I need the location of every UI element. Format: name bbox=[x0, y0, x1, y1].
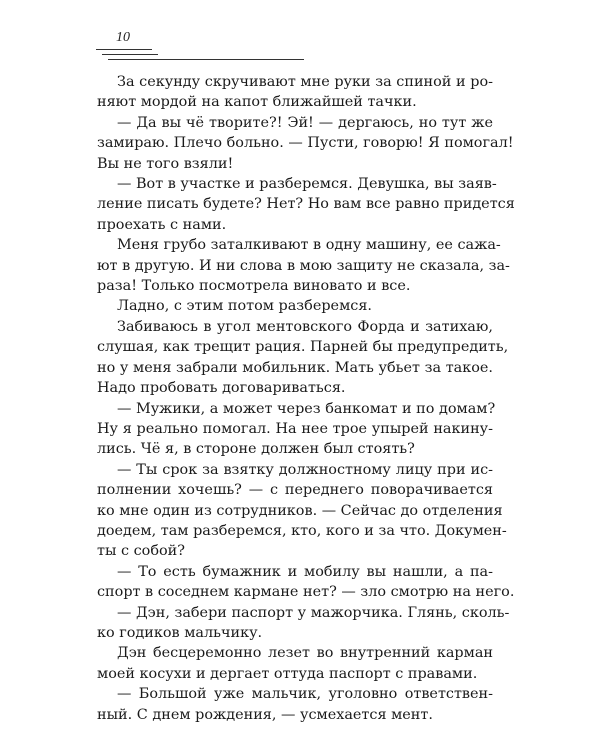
text-line: лись. Чё я, в стороне должен был стоять? bbox=[97, 441, 415, 458]
header-rule-short-2 bbox=[102, 54, 158, 55]
text-line: доедем, там разберемся, кто, кого и за что. Докумен- bbox=[97, 522, 507, 539]
body-text bbox=[97, 72, 515, 725]
text-line: — Вот в участке и разберемся. Девушка, вы заяв- bbox=[117, 176, 497, 193]
text-line: проехать с нами. bbox=[97, 216, 227, 233]
text-line: Ладно, с этим потом разберемся. bbox=[117, 298, 372, 315]
text-line: — Да вы чё творите?! Эй! — дергаюсь, но тут же bbox=[117, 114, 493, 131]
text-line: замираю. Плечо больно. — Пусти, говорю! Я помогал! bbox=[97, 135, 514, 152]
text-line: Забиваюсь в угол ментовского Форда и затихаю, bbox=[117, 318, 493, 335]
text-line: полнении хочешь? — с переднего поворачивается bbox=[97, 482, 493, 499]
text-line: слушая, как трещит рация. Парней бы предупредить, bbox=[97, 339, 509, 356]
text-line: ют в другую. И ни слова в мою защиту не сказала, за- bbox=[97, 257, 510, 274]
header-rule-long bbox=[108, 59, 304, 60]
text-line: — Большой уже мальчик, уголовно ответствен- bbox=[117, 686, 493, 703]
page-header bbox=[96, 30, 306, 70]
text-line: Меня грубо заталкивают в одну машину, ее сажа- bbox=[117, 237, 501, 254]
text-line: Дэн бесцеремонно лезет во внутренний карман bbox=[117, 645, 493, 662]
text-line: Ну я реально помогал. На нее трое упырей накину- bbox=[97, 420, 493, 437]
text-line: няют мордой на капот ближайшей тачки. bbox=[97, 94, 417, 111]
text-line: — То есть бумажник и мобилу вы нашли, а па- bbox=[117, 563, 493, 580]
header-rule-short-1 bbox=[96, 49, 152, 50]
text-line: но у меня забрали мобильник. Мать убьет за такое. bbox=[97, 359, 493, 376]
text-line: ление писать будете? Нет? Но вам все равно придется bbox=[97, 196, 515, 213]
text-line: За секунду скручивают мне руки за спиной и ро- bbox=[117, 74, 493, 90]
text-line: ко годиков мальчику. bbox=[97, 624, 263, 641]
text-line: ты с собой? bbox=[97, 543, 185, 560]
text-line: ко мне один из сотрудников. — Сейчас до отделения bbox=[97, 502, 503, 519]
text-line: — Ты срок за взятку должностному лицу при ис- bbox=[117, 461, 493, 478]
text-line: Вы не того взяли! bbox=[97, 155, 234, 172]
text-line: моей косухи и дергает оттуда паспорт с правами. bbox=[97, 665, 478, 682]
page-number: 10 bbox=[116, 30, 130, 45]
text-line: раза! Только посмотрела виновато и все. bbox=[97, 278, 411, 295]
text-line: — Мужики, а может через банкомат и по домам? bbox=[117, 400, 496, 417]
text-line: ный. С днем рождения, — усмехается мент. bbox=[97, 706, 433, 723]
text-line: — Дэн, забери паспорт у мажорчика. Глянь, сколь- bbox=[117, 604, 510, 621]
text-line: спорт в соседнем кармане нет? — зло смотрю на него. bbox=[97, 584, 515, 601]
text-line: Надо пробовать договариваться. bbox=[97, 380, 346, 397]
